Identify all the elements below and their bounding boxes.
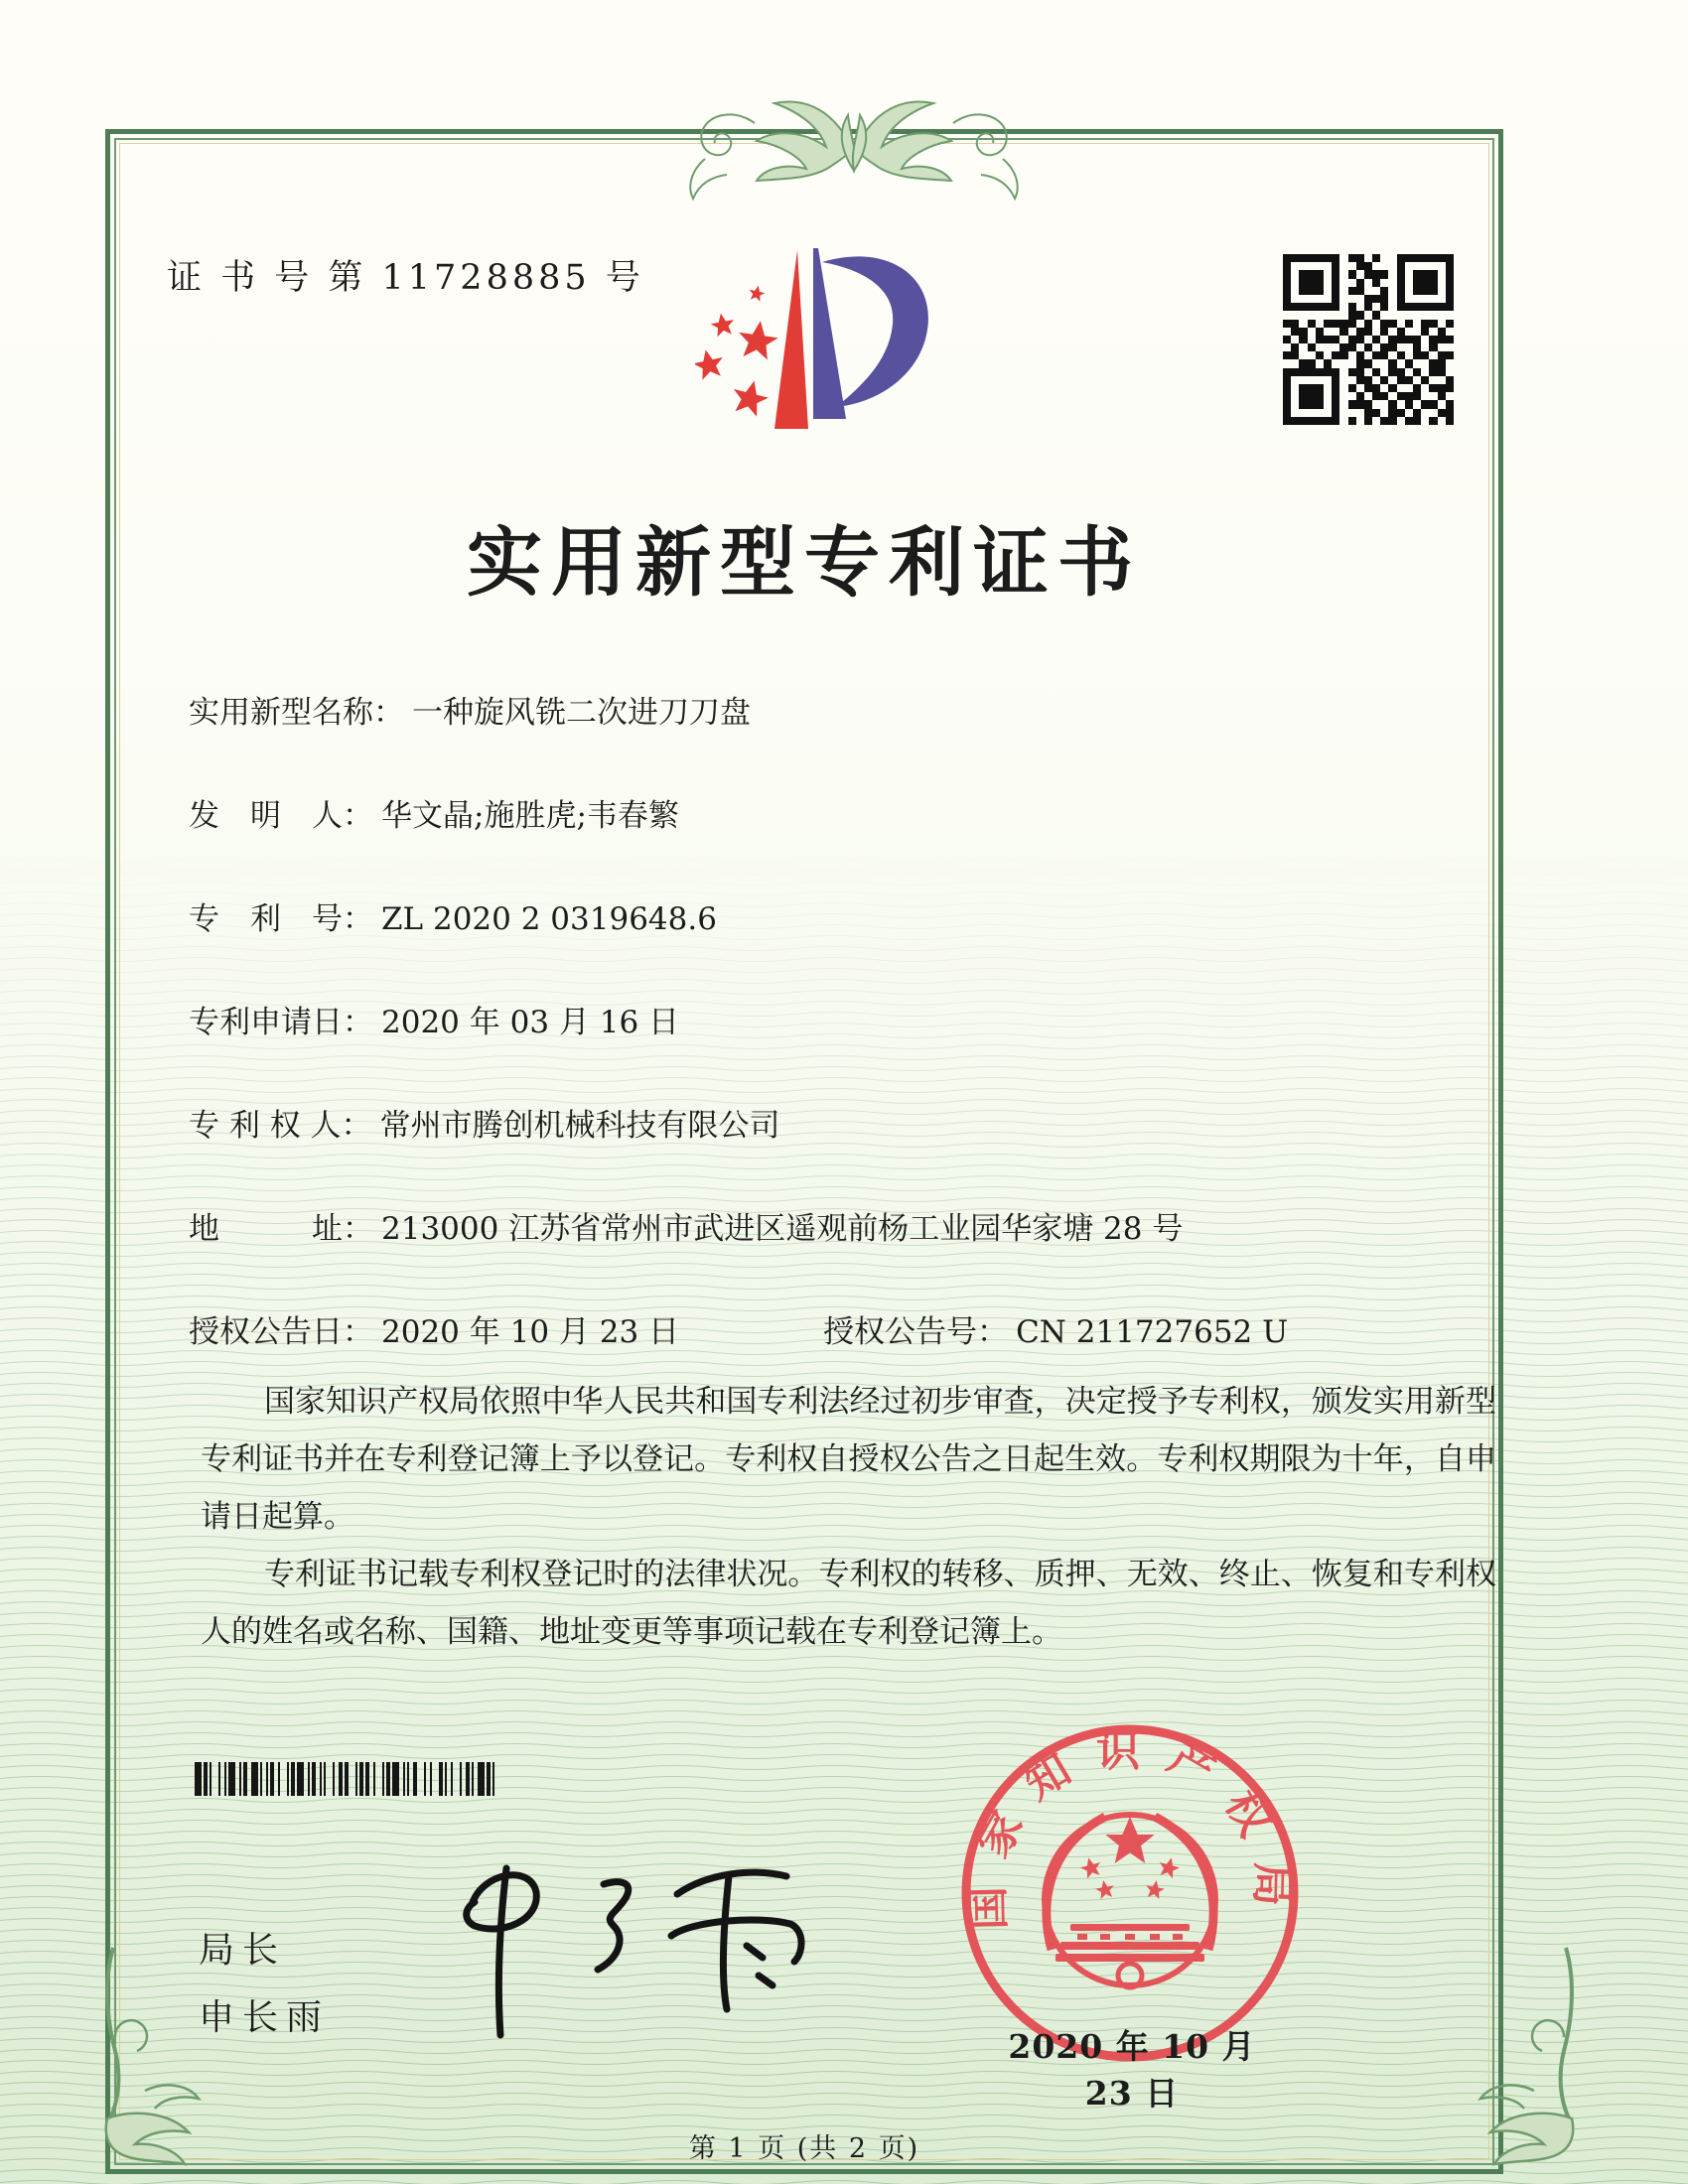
director-title: 局长 <box>199 1930 287 1971</box>
field-row-patentee <box>189 1108 1509 1144</box>
body-paragraph: 国家知识产权局依照中华人民共和国专利法经过初步审查，决定授予专利权，颁发实用新型专利证书并在专利登记簿上予以登记。专利权自授权公告之日起生效。专利权期限为十年，自申请日起算。 <box>201 1384 1496 1535</box>
seal-ring-text: 国家知识产权局 <box>962 1725 1298 1931</box>
director-signature-icon <box>427 1829 844 2057</box>
field-value: 2020 年 10 月 23 日 <box>381 1314 680 1350</box>
field-label: 发 明 人： <box>189 798 373 834</box>
legal-text-block <box>201 1373 1496 1661</box>
field-value: 2020 年 03 月 16 日 <box>381 1005 680 1040</box>
field-value: 一种旋风铣二次进刀刀盘 <box>412 695 751 731</box>
field-label: 授权公告日： <box>189 1314 373 1350</box>
page-footer: 第 1 页 (共 2 页) <box>688 2133 920 2164</box>
field-value: CN 211727652 U <box>1016 1314 1289 1350</box>
barcode <box>195 1762 556 1796</box>
field-value: 华文晶;施胜虎;韦春繁 <box>381 798 679 834</box>
fields-block <box>189 695 1509 1418</box>
field-row-address <box>189 1211 1509 1247</box>
grant-date-group <box>189 1314 680 1350</box>
field-value: 213000 江苏省常州市武进区遥观前杨工业园华家塘 28 号 <box>381 1211 1184 1247</box>
field-label: 专 利 号： <box>189 901 373 937</box>
body-paragraph: 专利证书记载专利权登记时的法律状况。专利权的转移、质押、无效、终止、恢复和专利权人的姓名或名称、国籍、地址变更等事项记载在专利登记簿上。 <box>201 1557 1496 1650</box>
field-row-name <box>189 695 1509 731</box>
cert-number: 证 书 号 第 11728885 号 <box>167 258 644 298</box>
field-value: 常州市腾创机械科技有限公司 <box>379 1108 780 1144</box>
official-seal-icon <box>956 1719 1304 2067</box>
page-title: 实用新型专利证书 <box>467 518 1142 607</box>
field-value: ZL 2020 2 0319648.6 <box>381 901 717 937</box>
field-label: 专利申请日： <box>189 1005 373 1040</box>
field-row-filing-date <box>189 1005 1509 1040</box>
top-flourish-ornament <box>635 81 1072 205</box>
field-label: 实用新型名称： <box>189 695 404 731</box>
seal-date: 2020 年 10 月 23 日 <box>1008 2027 1256 2113</box>
qr-code <box>1283 254 1454 425</box>
field-row-grant <box>189 1314 1509 1350</box>
field-label: 授权公告号： <box>823 1314 1009 1350</box>
field-row-patent-number <box>189 901 1509 937</box>
field-row-inventors <box>189 798 1509 834</box>
field-label: 专 利 权 人： <box>189 1108 372 1144</box>
director-name: 申长雨 <box>199 1997 331 2038</box>
cnipa-logo-icon <box>695 236 963 445</box>
national-emblem <box>1045 1815 1215 1987</box>
grant-number-group <box>823 1314 1289 1350</box>
field-label: 地 址： <box>189 1211 373 1247</box>
